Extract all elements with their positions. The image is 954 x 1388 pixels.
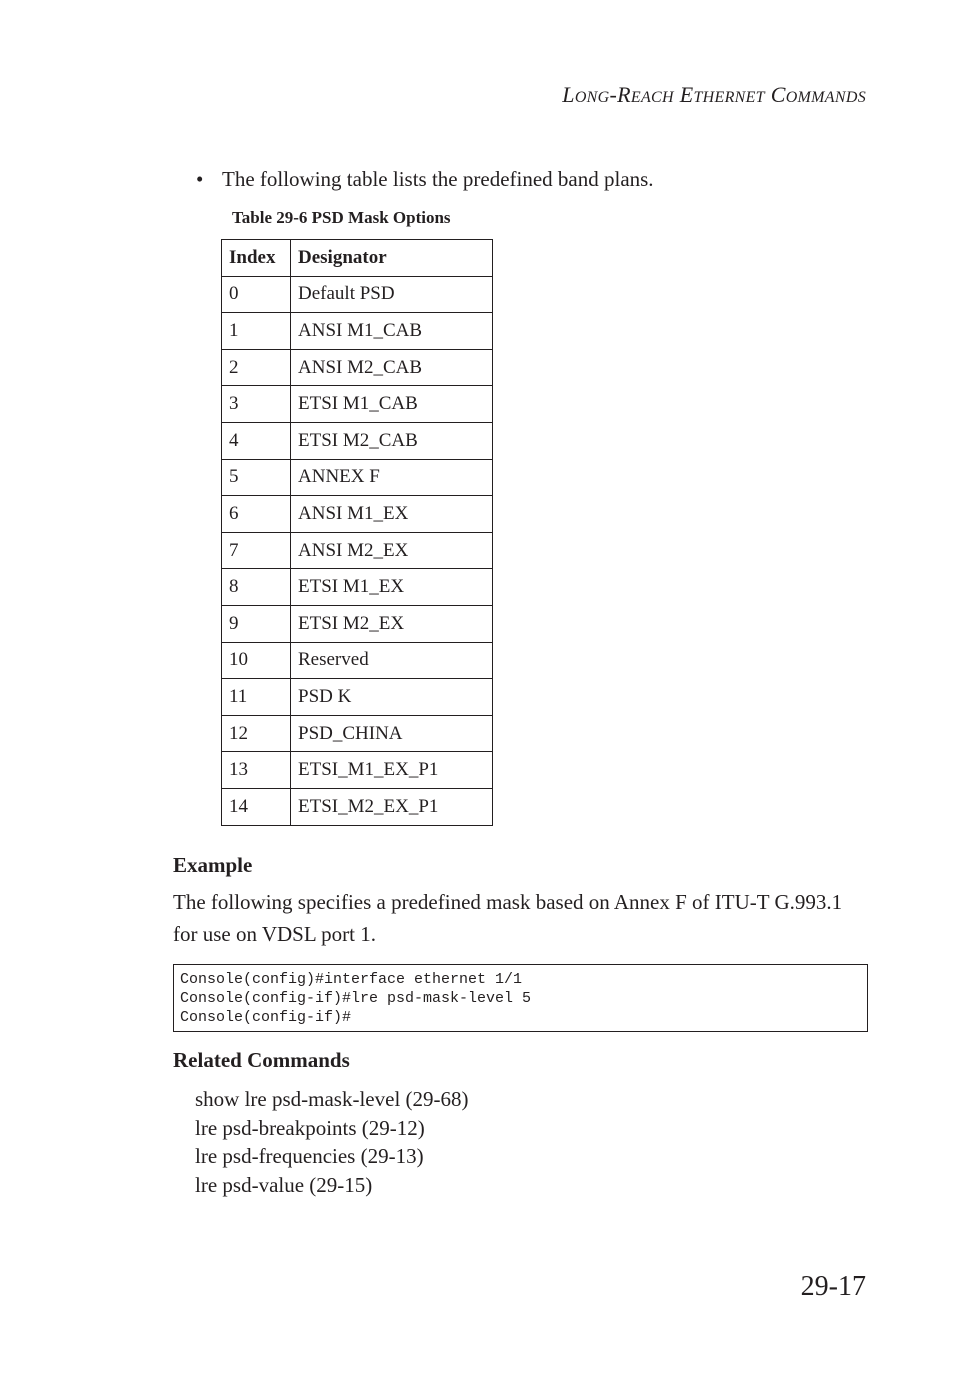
cell-designator: ANNEX F [291, 459, 493, 496]
cell-index: 3 [222, 386, 291, 423]
cell-index: 11 [222, 679, 291, 716]
table-row [222, 715, 493, 752]
related-command-item: lre psd-value (29-15) [195, 1172, 373, 1197]
cell-designator: PSD_CHINA [291, 715, 493, 752]
cell-index: 13 [222, 752, 291, 789]
table-row [222, 642, 493, 679]
table-row [222, 679, 493, 716]
header-letter: R [617, 82, 631, 107]
table-row [222, 276, 493, 313]
cell-designator: ETSI M1_CAB [291, 386, 493, 423]
code-block [173, 964, 868, 1032]
cell-index: 12 [222, 715, 291, 752]
table-row [222, 752, 493, 789]
header-word: ONG [574, 89, 610, 106]
table-row [222, 532, 493, 569]
table-row [222, 313, 493, 350]
cell-index: 14 [222, 788, 291, 825]
header-index: Index [222, 240, 291, 277]
table-row [222, 788, 493, 825]
table-header-row [222, 240, 493, 277]
cell-index: 9 [222, 605, 291, 642]
related-commands-heading: Related Commands [173, 1048, 350, 1072]
bullet-item [196, 167, 654, 192]
header-letter: E [679, 82, 694, 107]
cell-designator: PSD K [291, 679, 493, 716]
cell-index: 1 [222, 313, 291, 350]
header-letter: L [562, 82, 575, 107]
header-designator: Designator [291, 240, 493, 277]
cell-designator: ANSI M1_EX [291, 496, 493, 533]
cell-index: 0 [222, 276, 291, 313]
example-heading: Example [173, 853, 253, 877]
example-paragraph: The following specifies a predefined mask based on Annex F of ITU-T G.993.1 for use on VDSL port 1. [173, 890, 843, 946]
code-line: Console(config-if)# [180, 1009, 352, 1026]
cell-designator: ETSI_M1_EX_P1 [291, 752, 493, 789]
table-row [222, 349, 493, 386]
cell-index: 2 [222, 349, 291, 386]
cell-designator: ETSI M1_EX [291, 569, 493, 606]
cell-designator: ANSI M1_CAB [291, 313, 493, 350]
table-row [222, 605, 493, 642]
table-row [222, 422, 493, 459]
cell-designator: ETSI M2_CAB [291, 422, 493, 459]
table-row [222, 386, 493, 423]
header-word: OMMANDS [785, 89, 866, 106]
bullet-text: The following table lists the predefined band plans. [222, 167, 654, 191]
cell-designator: ANSI M2_EX [291, 532, 493, 569]
cell-designator: ANSI M2_CAB [291, 349, 493, 386]
related-command-item: lre psd-frequencies (29-13) [195, 1144, 424, 1169]
cell-index: 6 [222, 496, 291, 533]
cell-designator: Default PSD [291, 276, 493, 313]
header-dash: - [609, 82, 618, 107]
table-row [222, 496, 493, 533]
header-letter: C [770, 82, 786, 107]
psd-mask-table [221, 239, 493, 826]
cell-index: 4 [222, 422, 291, 459]
header-word: THERNET [693, 89, 765, 106]
table-row [222, 569, 493, 606]
cell-designator: ETSI_M2_EX_P1 [291, 788, 493, 825]
related-command-item: lre psd-breakpoints (29-12) [195, 1115, 425, 1140]
page-number: 29-17 [800, 1271, 866, 1302]
cell-index: 5 [222, 459, 291, 496]
cell-index: 7 [222, 532, 291, 569]
running-header [562, 82, 866, 108]
cell-index: 10 [222, 642, 291, 679]
table-caption: Table 29-6 PSD Mask Options [232, 208, 451, 227]
cell-designator: ETSI M2_EX [291, 605, 493, 642]
cell-index: 8 [222, 569, 291, 606]
cell-designator: Reserved [291, 642, 493, 679]
header-word: EACH [630, 89, 674, 106]
related-command-item: show lre psd-mask-level (29-68) [195, 1087, 469, 1111]
bullet-marker: • [196, 167, 204, 191]
code-line: Console(config-if)#lre psd-mask-level 5 [180, 990, 532, 1007]
table-row [222, 459, 493, 496]
code-line: Console(config)#interface ethernet 1/1 [180, 971, 523, 988]
related-commands-list [195, 1085, 469, 1199]
